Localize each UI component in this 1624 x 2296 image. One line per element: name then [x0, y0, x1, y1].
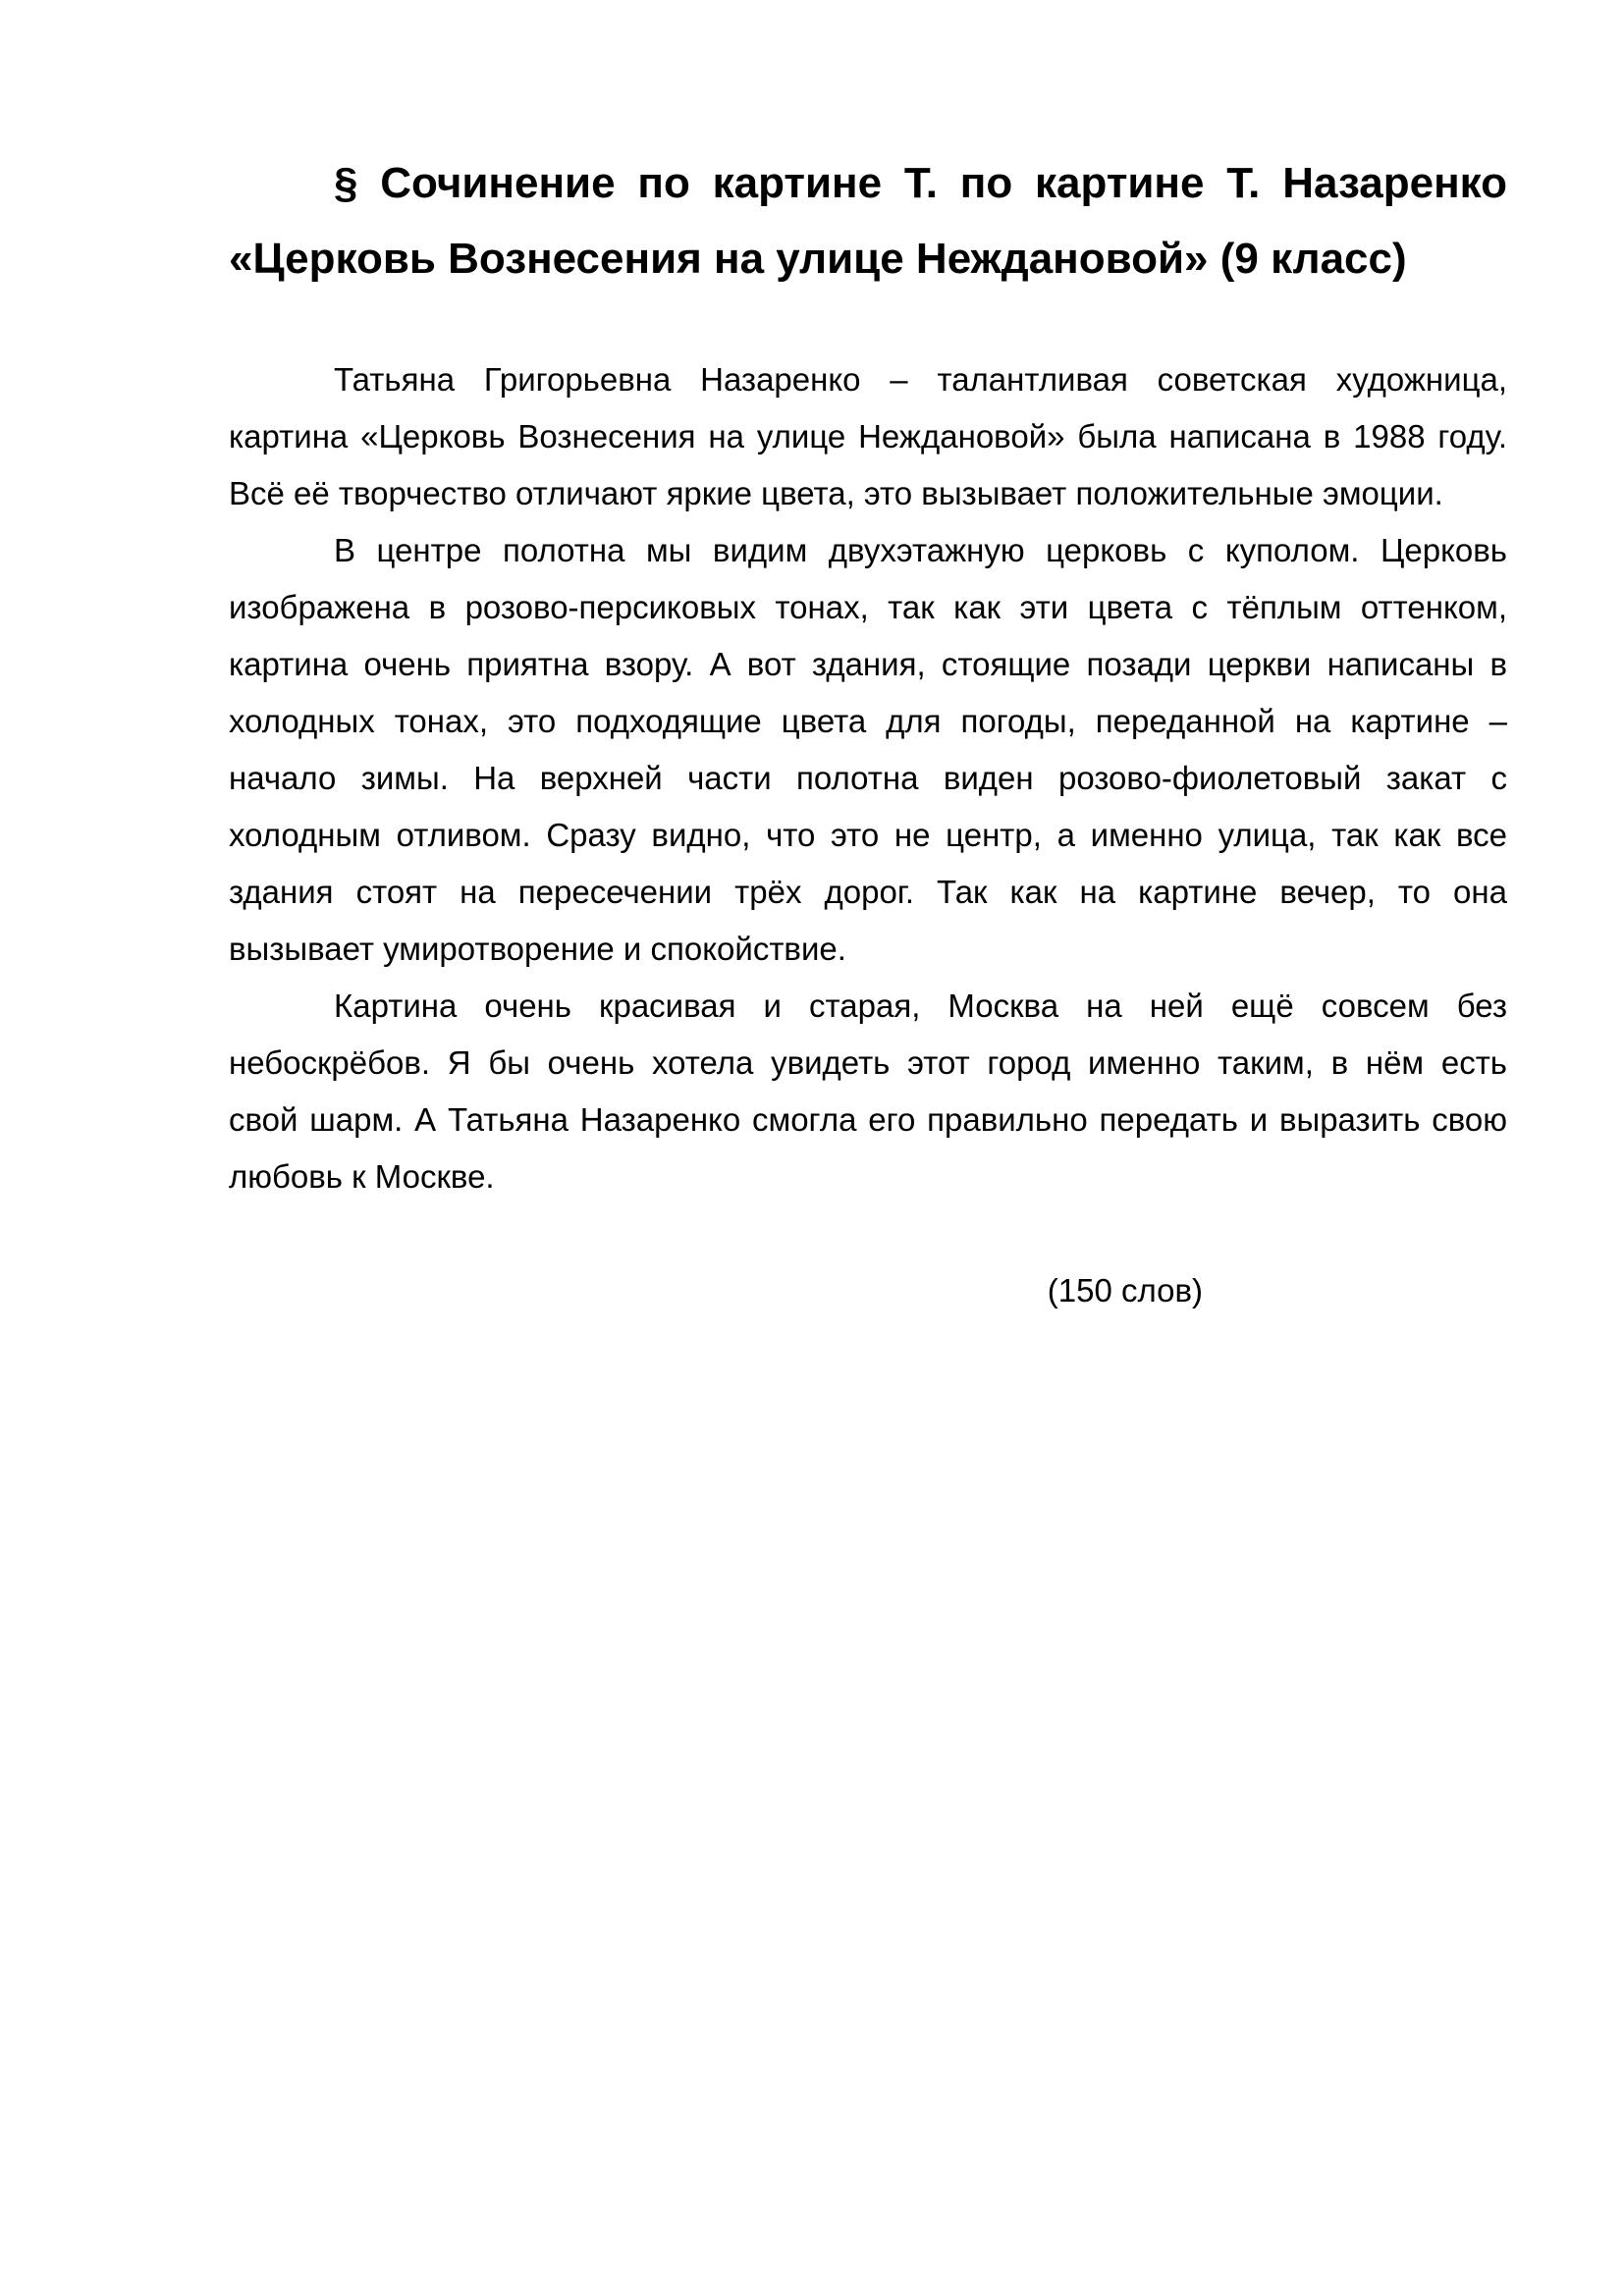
paragraph-line: начало зимы. На верхней части полотна виден розово-фиолетовый закат с [229, 760, 1507, 796]
blank-line-spacer [229, 1205, 1507, 1262]
paragraph-line: В центре полотна мы видим двухэтажную церковь с куполом. Церковь [334, 532, 1507, 568]
word-count: (150 слов) [1047, 1272, 1203, 1308]
essay-title [229, 145, 1507, 296]
paragraph-line: картина очень приятна взору. А вот здания, стоящие позади церкви написаны в [229, 646, 1507, 682]
paragraph-3 [229, 978, 1507, 1205]
paragraph-line: Всё её творчество отличают яркие цвета, это вызывает положительные эмоции. [229, 475, 1443, 511]
paragraph-line: любовь к Москве. [229, 1158, 495, 1195]
paragraph-line: картина «Церковь Вознесения на улице Неждановой» была написана в 1988 году. [229, 418, 1507, 454]
paragraph-line: вызывает умиротворение и спокойствие. [229, 931, 846, 967]
paragraph-line: изображена в розово-персиковых тонах, так как эти цвета с тёплым оттенком, [229, 589, 1507, 625]
essay-title-line-2: «Церковь Вознесения на улице Неждановой» (9 класс) [229, 235, 1407, 283]
essay-title-line-1: § Сочинение по картине Т. по картине Т. Назаренко [334, 159, 1507, 207]
paragraph-2 [229, 522, 1507, 978]
paragraph-1 [229, 351, 1507, 522]
essay-body [229, 351, 1507, 1205]
paragraph-line: здания стоят на пересечении трёх дорог. Так как на картине вечер, то она [229, 874, 1507, 910]
paragraph-line: холодных тонах, это подходящие цвета для погоды, переданной на картине – [229, 703, 1507, 739]
paragraph-line: Татьяна Григорьевна Назаренко – талантливая советская художница, [334, 361, 1507, 398]
paragraph-line: свой шарм. А Татьяна Назаренко смогла его правильно передать и выразить свою [229, 1101, 1507, 1138]
paragraph-line: холодным отливом. Сразу видно, что это не центр, а именно улица, так как все [229, 817, 1507, 853]
paragraph-line: Картина очень красивая и старая, Москва на ней ещё совсем без [334, 988, 1507, 1024]
paragraph-line: небоскрёбов. Я бы очень хотела увидеть этот город именно таким, в нём есть [229, 1044, 1507, 1081]
